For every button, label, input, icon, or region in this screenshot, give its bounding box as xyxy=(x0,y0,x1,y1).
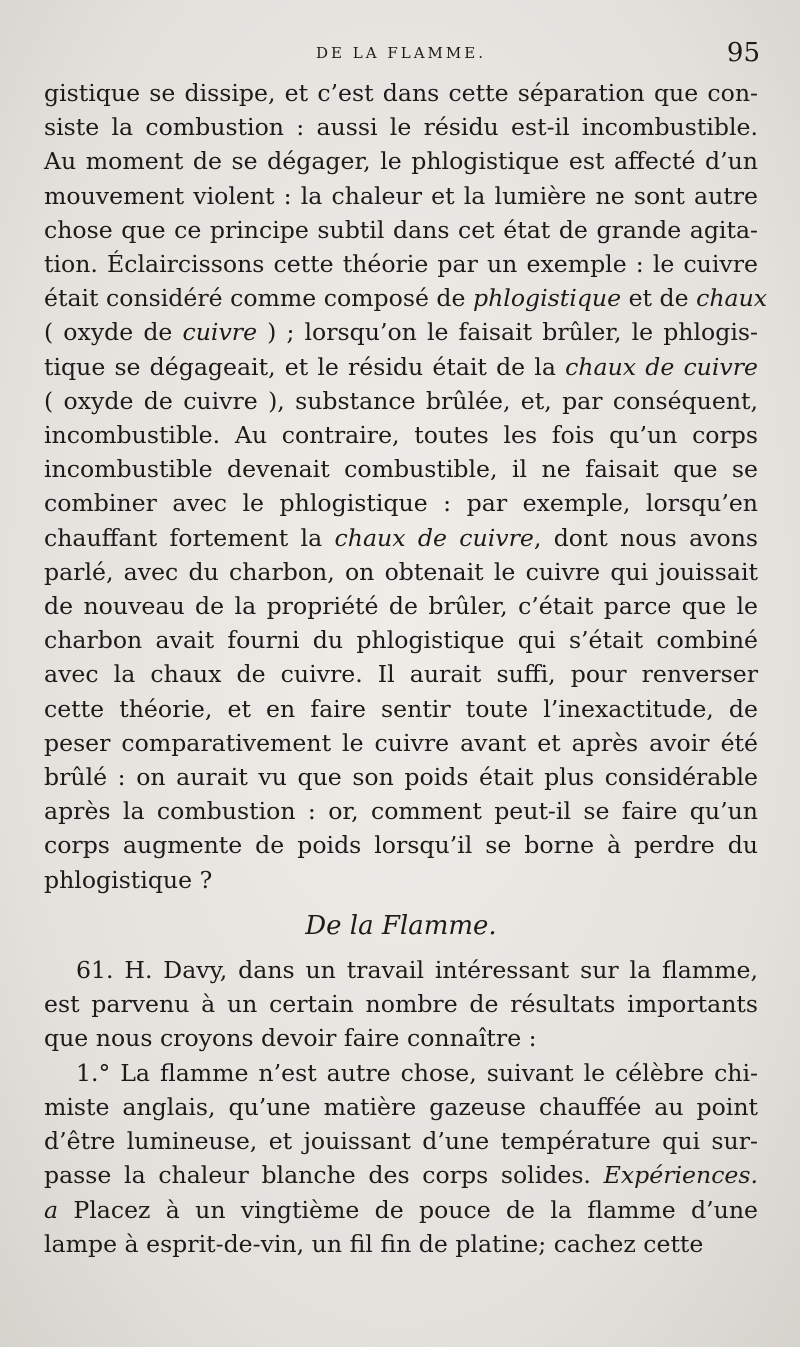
text-segment: ( oxyde de cuivre ), substance brûlée, et, par conséquent, xyxy=(44,386,758,415)
italic-term: chaux xyxy=(696,284,768,313)
text-line xyxy=(44,1124,758,1158)
text-segment: combiner avec le phlogistique : par exemple, lorsqu’en xyxy=(44,489,758,518)
text-segment: incombustible. Au contraire, toutes les fois qu’un corps xyxy=(44,421,758,450)
text-segment: Placez à un vingtième de pouce de la flamme d’une xyxy=(58,1195,758,1224)
text-line xyxy=(44,1158,758,1192)
paragraph-davy xyxy=(44,953,758,1056)
text-line xyxy=(44,418,758,452)
italic-term: a xyxy=(44,1195,59,1224)
text-segment: Au moment de se dégager, le phlogistique est affecté d’un xyxy=(44,147,758,176)
text-line xyxy=(44,486,758,520)
text-segment: siste la combustion : aussi le résidu est-il incombustible. xyxy=(44,113,758,142)
text-line xyxy=(44,1021,758,1055)
text-segment: parlé, avec du charbon, on obtenait le cuivre qui jouissait xyxy=(44,557,758,586)
text-segment: ( oxyde de xyxy=(44,318,183,347)
text-segment: brûlé : on aurait vu que son poids était plus considérable xyxy=(44,763,758,792)
text-line xyxy=(44,1056,758,1090)
text-segment: gistique se dissipe, et c’est dans cette séparation que con- xyxy=(44,79,758,107)
text-segment: 61. H. Davy, dans un travail intéressant sur la flamme, xyxy=(76,956,758,985)
italic-term: cuivre xyxy=(182,318,258,347)
text-line xyxy=(44,828,758,862)
text-segment: avec la chaux de cuivre. Il aurait suffi, pour renverser xyxy=(44,660,758,689)
text-segment: , dont nous avons xyxy=(533,523,759,552)
text-segment: est parvenu à un certain nombre de résultats importants xyxy=(44,990,758,1019)
text-segment: chauffant fortement la xyxy=(44,523,335,552)
text-segment: phlogistique ? xyxy=(44,865,213,894)
text-line xyxy=(44,1227,758,1261)
text-segment: miste anglais, qu’une matière gazeuse chauffée au point xyxy=(44,1092,758,1121)
text-line xyxy=(44,794,758,828)
italic-term: Expériences. xyxy=(603,1161,758,1190)
section-heading: De la Flamme. xyxy=(305,910,497,941)
text-line xyxy=(44,987,758,1021)
text-line xyxy=(44,110,758,144)
text-line xyxy=(44,863,758,897)
text-line xyxy=(44,144,758,178)
text-segment: corps augmente de poids lorsqu’il se borne à perdre du xyxy=(44,831,758,860)
text-segment: ) ; lorsqu’on le faisait brûler, le phlogis- xyxy=(257,318,758,347)
text-line xyxy=(44,350,758,384)
italic-term: chaux de cuivre xyxy=(565,352,758,381)
text-line xyxy=(44,1090,758,1124)
text-line xyxy=(44,760,758,794)
text-line xyxy=(44,452,758,486)
paragraph-phlogistique xyxy=(44,76,768,897)
text-segment: cette théorie, et en faire sentir toute l’inexactitude, de xyxy=(44,694,758,723)
text-segment: lampe à esprit-de-vin, un fil fin de platine; cachez cette xyxy=(44,1229,704,1258)
text-segment: tion. Éclaircissons cette théorie par un exemple : le cuivre xyxy=(44,250,758,279)
text-segment: mouvement violent : la chaleur et la lumière ne sont autre xyxy=(44,181,758,210)
text-line xyxy=(44,384,758,418)
text-line xyxy=(44,247,758,281)
paragraph-flamme-definition xyxy=(44,1056,758,1261)
text-segment: peser comparativement le cuivre avant et après avoir été xyxy=(44,728,758,757)
text-line xyxy=(44,315,758,349)
page-body xyxy=(44,76,768,1261)
text-line xyxy=(44,213,758,247)
text-segment: tique se dégageait, et le résidu était de la xyxy=(44,352,566,381)
text-segment: chose que ce principe subtil dans cet état de grande agita- xyxy=(44,215,758,244)
text-line xyxy=(44,692,758,726)
italic-term: phlogistique xyxy=(472,284,622,313)
text-line xyxy=(44,726,758,760)
text-line xyxy=(44,555,758,589)
italic-term: chaux de cuivre xyxy=(334,523,534,552)
page-number: 95 xyxy=(726,38,760,68)
text-segment: après la combustion : or, comment peut-il se faire qu’un xyxy=(44,797,758,826)
text-line xyxy=(44,1193,758,1227)
text-segment: et de xyxy=(621,284,697,313)
text-segment: était considéré comme composé de xyxy=(44,284,473,313)
page-header xyxy=(42,38,760,72)
text-line xyxy=(44,179,758,213)
text-segment: passe la chaleur blanche des corps solides. xyxy=(44,1161,604,1190)
text-line xyxy=(44,657,758,691)
text-line xyxy=(44,281,768,315)
text-line xyxy=(44,953,758,987)
text-segment: 1.° La flamme n’est autre chose, suivant le célèbre chi- xyxy=(76,1058,758,1087)
running-head: DE LA FLAMME. xyxy=(316,44,486,62)
text-segment: que nous croyons devoir faire connaître : xyxy=(44,1024,537,1053)
text-line xyxy=(44,623,758,657)
text-line xyxy=(44,76,758,110)
text-segment: charbon avait fourni du phlogistique qui s’était combiné xyxy=(44,626,758,655)
text-line xyxy=(44,521,758,555)
text-segment: d’être lumineuse, et jouissant d’une température qui sur- xyxy=(44,1127,758,1156)
text-segment: incombustible devenait combustible, il ne faisait que se xyxy=(44,455,758,484)
text-line xyxy=(44,589,758,623)
text-segment: de nouveau de la propriété de brûler, c’était parce que le xyxy=(44,592,758,621)
